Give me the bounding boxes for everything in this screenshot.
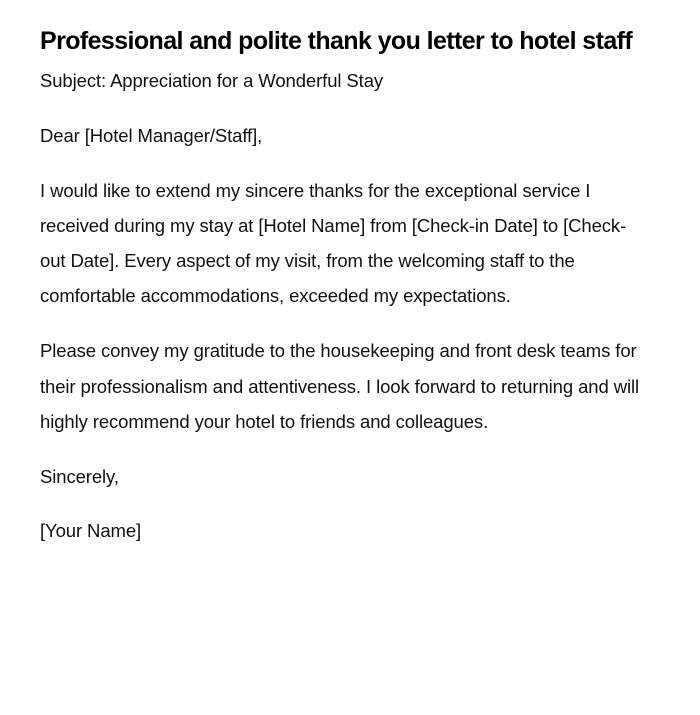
subject-line: Subject: Appreciation for a Wonderful Stay <box>40 70 384 91</box>
salutation: Dear [Hotel Manager/Staff], <box>40 124 263 146</box>
body-paragraph-2: Please convey my gratitude to the housekeeping and front desk teams for their professionalism and attentiveness. I look forward to returning and will highly recommend your hotel to friends and colleagues. <box>40 340 639 432</box>
body-paragraph-1: I would like to extend my sincere thanks for the exceptional service I received during my stay at [Hotel Name] from [Check-in Date] to [Check-out Date]. Every aspect of my visit, from the welcoming staff to the comfortable accommodations, exceeded my expectations. <box>40 179 627 307</box>
closing: Sincerely, <box>40 465 119 487</box>
signature: [Your Name] <box>40 520 142 542</box>
page-title: Professional and polite thank you letter to hotel staff <box>40 27 633 55</box>
